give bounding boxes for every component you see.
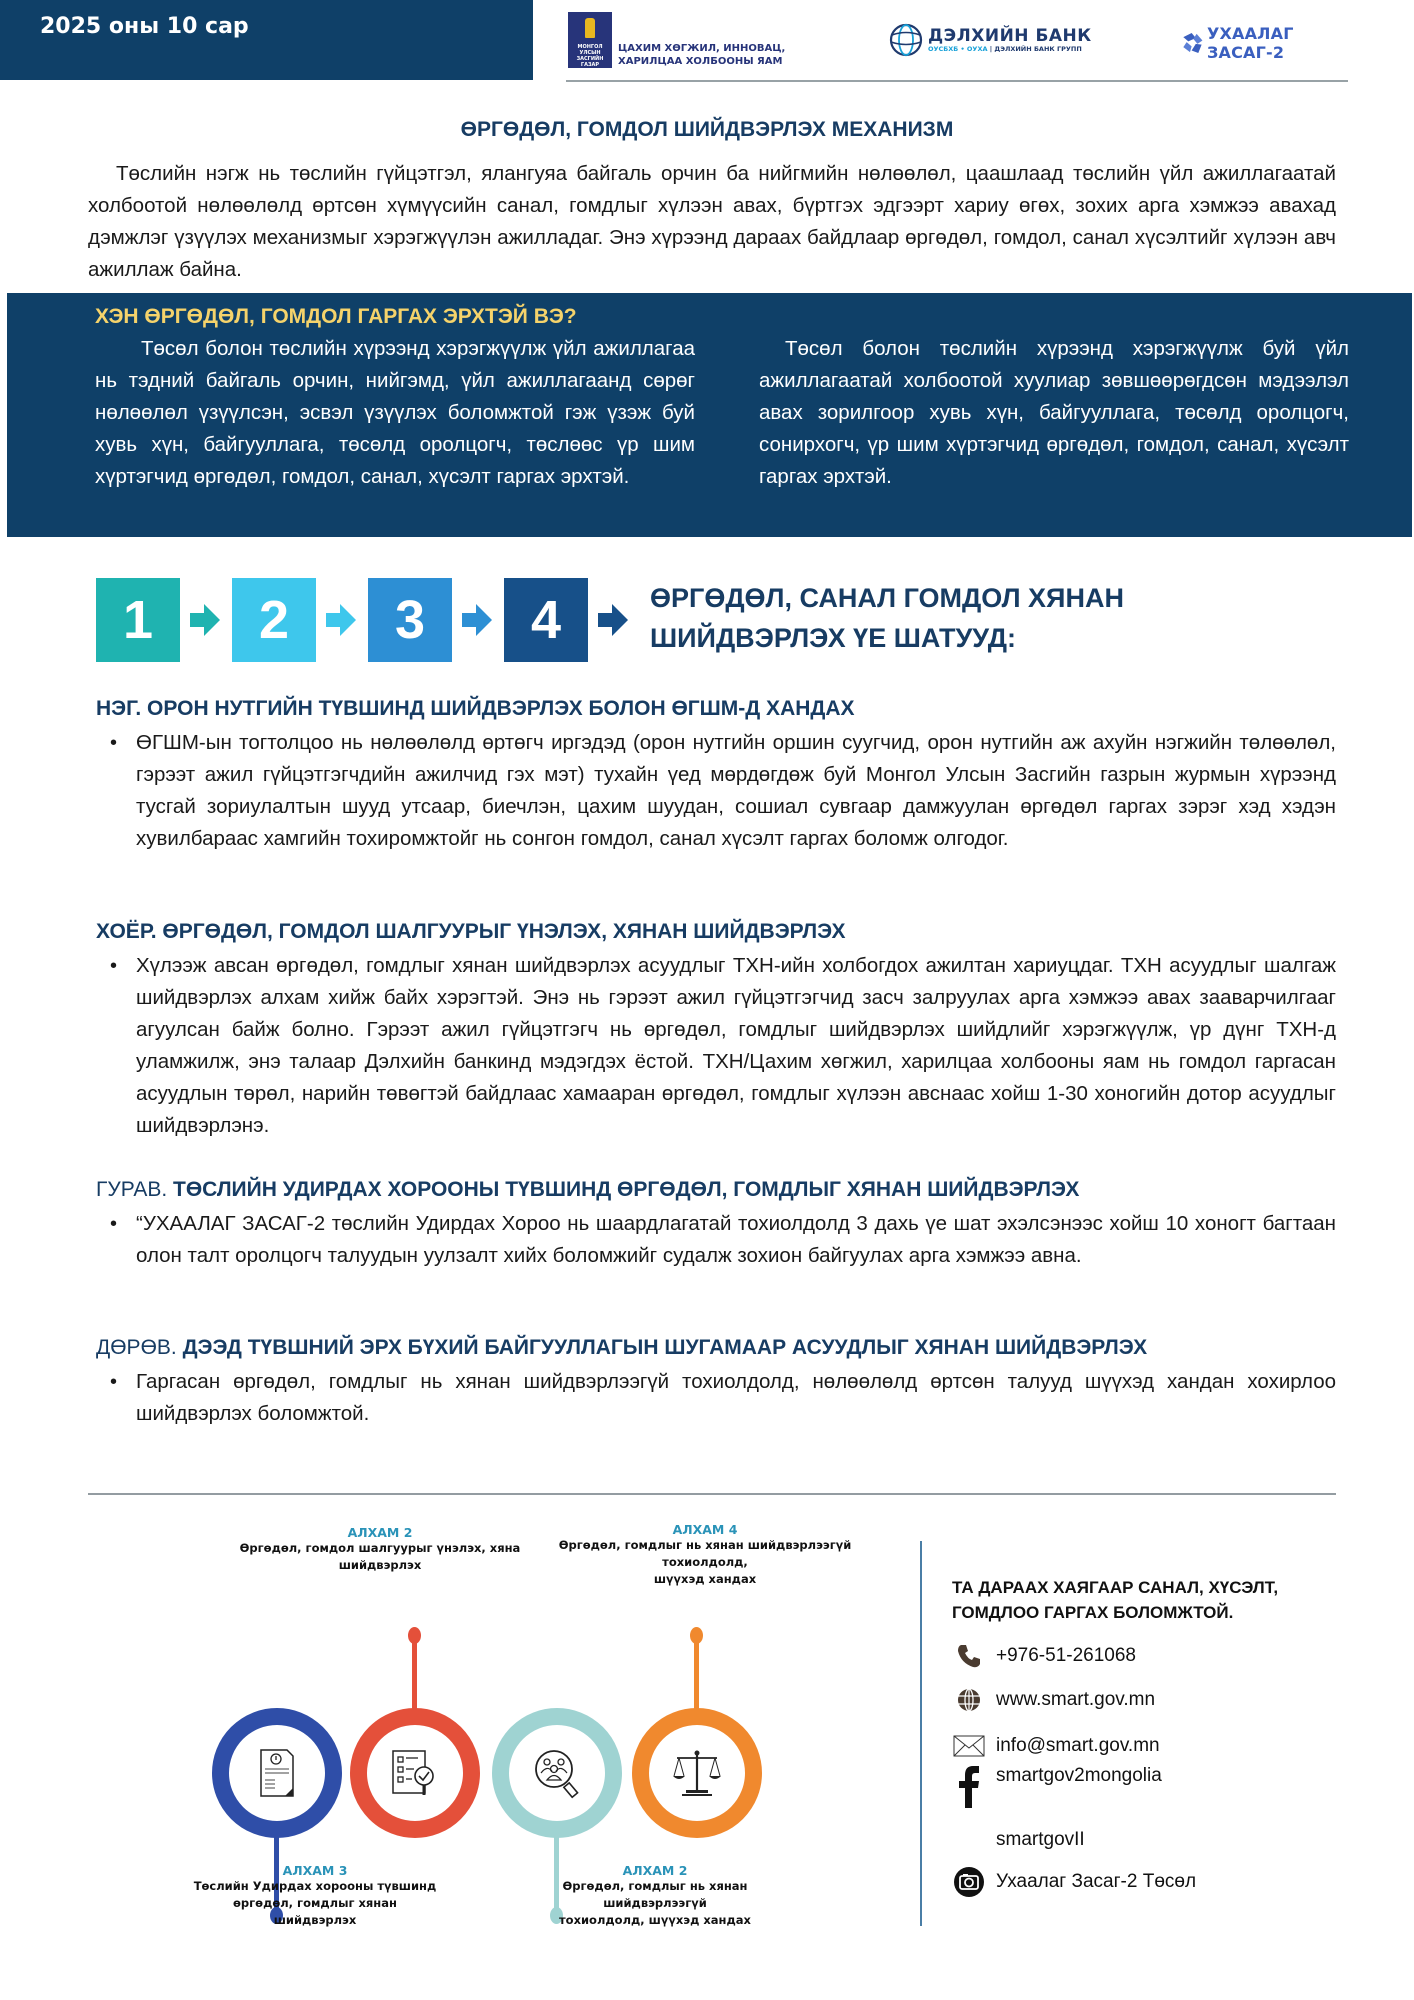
who-can-file-title: ХЭН ӨРГӨДӨЛ, ГОМДОЛ ГАРГАХ ЭРХТЭЙ ВЭ? xyxy=(95,305,577,328)
smart-gov-name: УХААЛАГ ЗАСАГ-2 xyxy=(1206,24,1294,62)
globe-icon xyxy=(888,22,924,58)
phone-icon xyxy=(952,1639,986,1673)
arrow-right-icon xyxy=(452,578,504,662)
ring-step-blue xyxy=(212,1708,342,1838)
stage-three-lead: ГУРАВ. xyxy=(96,1178,168,1201)
stage-two-bullet: • Хүлээж авсан өргөдөл, гомдлыг хянан шийдвэрлэх асуудлыг ТХН-ийн холбогдох ажилтан хариуцдаг. ТХН асуудлыг шалгаж шийдвэрлэх алхам хийж байх хэрэгтэй. Энэ нь гэрээт ажил гүйцэтгэгчид засч залруулах арга хэмжээ авах зааварчилгааг агуулсан байж болно. Гэрээт ажил гүйцэтгэгч нь өргөдөл, гомдлыг шийдвэрлэх шийдлийг хэрэгжүүлж, үр дүнг ТХН-д уламжилж, энэ талаар Дэлхийн банкинд мэдэгдэх ёстой. ТХН/Цахим хөгжил, харилцаа холбооны яам нь гомдол гаргасан асуудлын төрөл, нарийн төвөгтэй байдлаас хамааран өргөдөл, гомдлыг хүлээн авснаас хойш 1-30 хоногийн дотор асуудлыг шийдвэрлэнэ. xyxy=(96,950,1336,1142)
who-can-file-panel xyxy=(7,293,1412,537)
date-banner xyxy=(0,0,533,80)
contact-facebook[interactable] xyxy=(952,1765,1162,1809)
footer-vertical-divider xyxy=(920,1541,922,1926)
steps-title xyxy=(650,578,1124,658)
globe-icon xyxy=(952,1683,986,1717)
contact-other-handle[interactable] xyxy=(952,1823,1085,1857)
instagram-handle[interactable]: Ухаалаг Засаг-2 Төсөл xyxy=(996,1871,1197,1892)
issue-date: 2025 оны 10 сар xyxy=(40,14,249,39)
mechanism-body-text: Төслийн нэгж нь төслийн гүйцэтгэл, ялангуяа байгаль орчин ба нийгмийн нөлөөлөл, цаашлаад төслийн үйл ажиллагаатай холбоотой нөлөөлөлд өртсөн хүмүүсийн санал, гомдлыг хүлээн авах, бүртгэх эдгээрт хариу өгөх, зохих арга хэмжээ авахад дэмжлэг үзүүлэх механизмыг хэрэгжүүлэн ажилладаг. Энэ хүрээнд дараах байдлаар өргөдөл, гомдол, санал хүсэлтийг хүлээн авч ажиллаж байна. xyxy=(88,162,1336,281)
step-box-1: 1 xyxy=(96,578,180,662)
world-bank-name: ДЭЛХИЙН БАНК xyxy=(928,26,1092,46)
smart-gov-logo xyxy=(1180,24,1348,62)
stage-three-title xyxy=(96,1178,1336,1202)
mechanism-title: ӨРГӨДӨЛ, ГОМДОЛ ШИЙДВЭРЛЭХ МЕХАНИЗМ xyxy=(460,118,954,141)
alxam-desc: тохиолдолд, шүүхэд хандах xyxy=(559,1913,751,1927)
alxam-desc: өргөдөл, гомдлыг хянан шийдвэрлэх xyxy=(233,1896,397,1927)
people-search-icon xyxy=(532,1747,582,1799)
mail-icon xyxy=(952,1729,986,1763)
connector-line xyxy=(412,1635,417,1710)
connector-line xyxy=(694,1635,699,1710)
connector-knob xyxy=(408,1627,421,1644)
website-link[interactable]: www.smart.gov.mn xyxy=(996,1689,1156,1710)
stage-one-title xyxy=(96,697,1336,721)
mongolia-emblem-icon xyxy=(568,12,612,68)
contact-website[interactable] xyxy=(952,1683,1155,1717)
alxam-label: АЛХАМ 2 xyxy=(622,1863,688,1878)
stage-three-heading: ТӨСЛИЙН УДИРДАХ ХОРООНЫ ТҮВШИНД ӨРГӨДӨЛ, ГОМДЛЫГ ХЯНАН ШИЙДВЭРЛЭХ xyxy=(173,1178,1080,1201)
stage-two-heading: ХОЁР. ӨРГӨДӨЛ, ГОМДОЛ ШАЛГУУРЫГ ҮНЭЛЭХ, ХЯНАН ШИЙДВЭРЛЭХ xyxy=(96,920,846,943)
contact-phone[interactable] xyxy=(952,1639,1136,1673)
alxam-desc: тохиолдолд, xyxy=(662,1555,748,1569)
alxam-desc: Өргөдөл, гомдлыг нь хянан шийдвэрлээгүй xyxy=(558,1538,852,1552)
stage-three xyxy=(96,1178,1336,1272)
partner-logos xyxy=(566,0,1348,82)
justice-scale-icon xyxy=(671,1748,723,1798)
process-infographic xyxy=(190,1505,890,1945)
alxam-desc: Өргөдөл, гомдол шалгуурыг үнэлэх, хяна xyxy=(239,1541,521,1555)
ministry-name-line2: ХАРИЛЦАА ХОЛБООНЫ ЯАМ xyxy=(618,56,783,67)
stage-one xyxy=(96,697,1336,855)
stage-four xyxy=(96,1336,1336,1430)
footer-divider xyxy=(88,1493,1336,1495)
who-can-file-right xyxy=(759,333,1349,493)
contact-title xyxy=(952,1575,1372,1625)
who-left-text: Төсөл болон төслийн хүрээнд хэрэгжүүлж үйл ажиллагаа нь тэдний байгаль орчин, нийгэмд, үйл ажиллагаанд сөрөг нөлөөлөл үзүүлсэн, эсвэл үзүүлэх боломжтой гэж үзэж буй хувь хүн, байгууллага, төсөлд оролцогч, төслөөс үр шим хүртэгчид өргөдөл, гомдол, санал, хүсэлт гаргах эрхтэй. xyxy=(95,337,695,488)
infographic-bottom-left xyxy=(190,1863,440,1929)
contact-panel xyxy=(952,1575,1372,1892)
alxam-label: АЛХАМ 3 xyxy=(282,1863,348,1878)
stage-one-heading: НЭГ. ОРОН НУТГИЙН ТҮВШИНД ШИЙДВЭРЛЭХ БОЛОН ӨГШМ-Д ХАНДАХ xyxy=(96,697,855,720)
infographic-bottom-right xyxy=(510,1863,800,1929)
checklist-review-icon xyxy=(390,1748,440,1798)
complaint-document-icon xyxy=(259,1748,295,1798)
stage-four-heading: ДЭЭД ТҮВШНИЙ ЭРХ БҮХИЙ БАЙГУУЛЛАГЫН ШУГАМААР АСУУДЛЫГ ХЯНАН ШИЙДВЭРЛЭХ xyxy=(182,1336,1148,1359)
steps-title-line2: ШИЙДВЭРЛЭХ ҮЕ ШАТУУД: xyxy=(650,623,1016,653)
mechanism-body xyxy=(88,158,1336,286)
alxam-label: АЛХАМ 4 xyxy=(672,1522,738,1537)
step-box-3: 3 xyxy=(368,578,452,662)
stage-four-title xyxy=(96,1336,1336,1360)
ring-step-teal xyxy=(492,1708,622,1838)
stage-four-lead: ДӨРӨВ. xyxy=(96,1336,177,1359)
facebook-handle[interactable]: smartgov2mongolia xyxy=(996,1765,1162,1786)
world-bank-sub-b: | ДЭЛХИЙН БАНК ГРУПП xyxy=(989,45,1082,53)
world-bank-sub-a: ОУСБХБ • ОУХА xyxy=(928,45,988,53)
email-link[interactable]: info@smart.gov.mn xyxy=(996,1735,1160,1756)
contact-title-line1: ТА ДАРААХ ХАЯГААР САНАЛ, ХҮСЭЛТ, xyxy=(952,1578,1279,1597)
phone-number[interactable]: +976-51-261068 xyxy=(996,1645,1136,1666)
arrow-right-icon xyxy=(588,578,640,662)
ring-step-red xyxy=(350,1708,480,1838)
steps-title-line1: ӨРГӨДӨЛ, САНАЛ ГОМДОЛ ХЯНАН xyxy=(650,583,1124,613)
ministry-logo xyxy=(568,12,785,68)
who-right-text: Төсөл болон төслийн хүрээнд хэрэгжүүлж буй үйл ажиллагаатай холбоотой хуулиар зөвшөөрөгдсөн мэдээлэл авах зорилгоор хувь хүн, байгууллага, төсөлд оролцогч, сонирхогч, үр шим хүртэгчид өргөдөл, гомдол, санал, хүсэлт гаргах эрхтэй. xyxy=(759,337,1349,488)
camera-icon xyxy=(952,1865,986,1899)
alxam-desc: Төслийн Удирдах хорооны түвшинд xyxy=(193,1879,437,1893)
contact-email[interactable] xyxy=(952,1729,1160,1763)
contact-title-line2: ГОМДЛОО ГАРГАХ БОЛОМЖТОЙ. xyxy=(952,1603,1234,1622)
arrow-right-icon xyxy=(180,578,232,662)
who-can-file-left xyxy=(95,333,695,493)
alxam-desc: шүүхэд хандах xyxy=(653,1572,757,1586)
emblem-caption: МОНГОЛ УЛСЫН ЗАСГИЙН ГАЗАР xyxy=(576,44,604,68)
contact-instagram[interactable] xyxy=(952,1865,1196,1899)
steps-row xyxy=(96,578,640,662)
facebook-icon xyxy=(952,1765,986,1809)
stage-three-bullet: • “УХААЛАГ ЗАСАГ-2 төслийн Удирдах Хороо нь шаардлагатай тохиолдолд 3 дахь үе шат эхэлсэнээс хойш 10 хоногт багтаан олон талт оролцогч талуудын уулзалт хийх боломжийг судалж зохион байгуулах арга хэмжээ авна. xyxy=(96,1208,1336,1272)
alxam-desc: шийдвэрлэх xyxy=(338,1558,422,1572)
stage-two-title xyxy=(96,920,1336,944)
ministry-name-line1: ЦАХИМ ХӨГЖИЛ, ИННОВАЦ, xyxy=(618,43,786,54)
step-box-4: 4 xyxy=(504,578,588,662)
ring-step-orange xyxy=(632,1708,762,1838)
alxam-desc: Өргөдөл, гомдлыг нь хянан шийдвэрлээгүй xyxy=(562,1879,748,1910)
other-handle[interactable]: smartgovII xyxy=(996,1829,1085,1850)
arrow-right-icon xyxy=(316,578,368,662)
stage-one-bullet: • ӨГШМ-ын тогтолцоо нь нөлөөлөлд өртөгч иргэдэд (орон нутгийн оршин суугчид, орон нутгийн аж ахуйн нэгжийн төлөөлөл, гэрээт ажил гүйцэтгэгчдийн ажилчид гэх мэт) тухайн үед мөрдөгдөж буй Монгол Улсын Засгийн газрын журмын хүрээнд тусгай зориулалтын шууд утсаар, биечлэн, цахим шуудан, сошиал сувгаар дамжуулан өргөдөл гаргах зэрэг хэд хэдэн хувилбараас хамгийн тохиромжтойг нь сонгон гомдол, санал хүсэлт гаргах боломж олгодог. xyxy=(96,727,1336,855)
stage-four-bullet: • Гаргасан өргөдөл, гомдлыг нь хянан шийдвэрлээгүй тохиолдолд, нөлөөлөлд өртсөн талууд шүүхэд хандан хохирлоо шийдвэрлэх боломжтой. xyxy=(96,1366,1336,1430)
alxam-label: АЛХАМ 2 xyxy=(347,1525,413,1540)
infographic-top-right xyxy=(540,1522,870,1588)
blank-icon xyxy=(952,1823,986,1857)
connector-knob xyxy=(690,1627,703,1644)
stage-two xyxy=(96,920,1336,1142)
infographic-top-left xyxy=(210,1525,550,1574)
world-bank-logo xyxy=(888,22,1092,58)
smart-gov-mark-icon xyxy=(1180,28,1205,58)
step-box-2: 2 xyxy=(232,578,316,662)
